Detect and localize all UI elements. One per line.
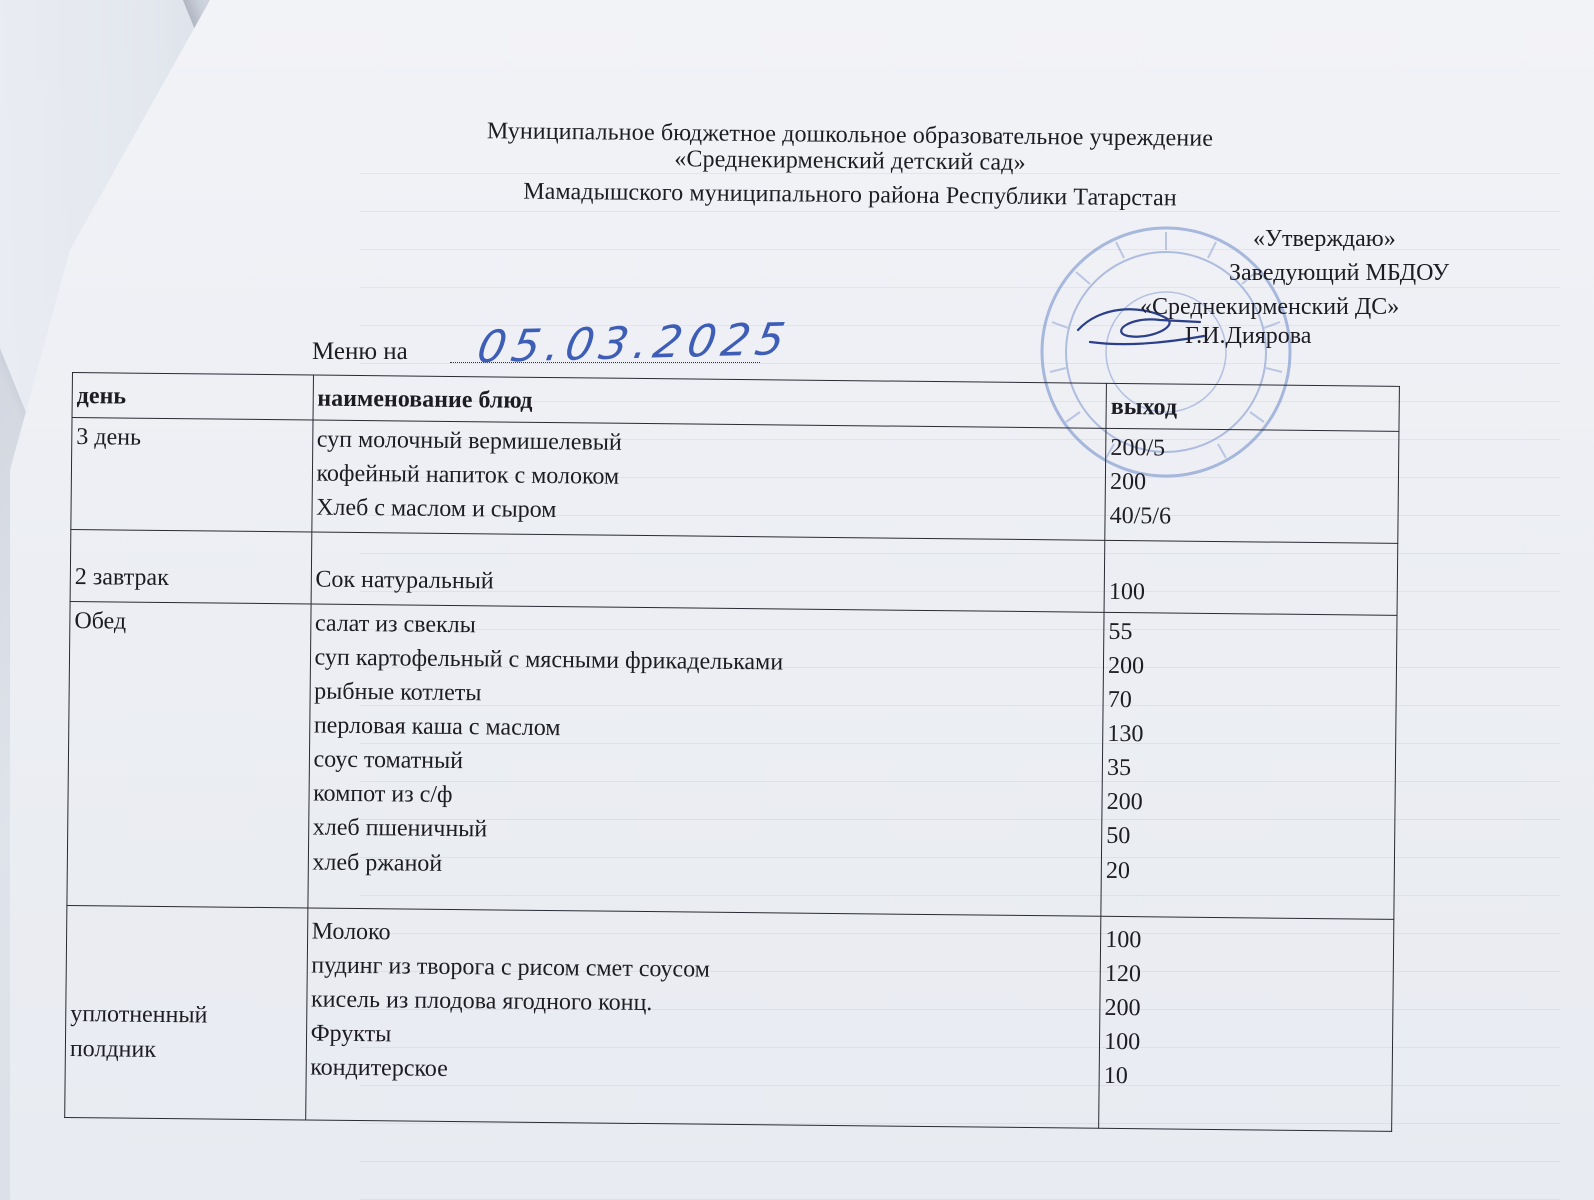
table-row — [71, 418, 1399, 544]
menu-table-grid — [64, 372, 1400, 1132]
yield-item: 50 — [1106, 823, 1131, 850]
yield-item: 10 — [1103, 1063, 1128, 1090]
yield-item: 35 — [1106, 755, 1132, 782]
dish-item: суп молочный вермишелевый — [316, 426, 622, 456]
yield-item: 200 — [1107, 652, 1145, 680]
dish-item: суп картофельный с мясными фрикадельками — [314, 644, 784, 676]
approval-org: «Среднекирменский ДС» — [1140, 294, 1400, 320]
day-label: 3 день — [71, 418, 313, 533]
day-label: Обед — [67, 601, 311, 908]
yield-item: 130 — [1107, 721, 1144, 748]
yield-item: 200/5 — [1110, 434, 1166, 462]
dish-item: кисель из плодова ягодного конц. — [310, 986, 653, 1017]
header-yield: выход — [1106, 383, 1399, 431]
dish-item: Молоко — [311, 918, 391, 946]
org-name-line2: «Среднекирменский детский сад» — [674, 146, 1026, 176]
handwritten-date: 05.03.2025 — [473, 313, 795, 374]
yield-item: 100 — [1105, 926, 1142, 954]
header-dish: наименование блюд — [313, 375, 1107, 428]
yield-item: 200 — [1106, 789, 1143, 816]
dish-item: рыбные котлеты — [314, 678, 482, 707]
table-row — [70, 529, 1398, 615]
yield-item: 20 — [1105, 857, 1131, 884]
dish-item: перловая каша с маслом — [313, 712, 561, 742]
approval-position: Заведующий МБДОУ — [1229, 260, 1450, 286]
yield-list — [1099, 916, 1394, 1131]
dish-list — [311, 420, 1106, 540]
yield-item: 100 — [1108, 578, 1146, 606]
dish-item: компот из с/ф — [313, 780, 453, 809]
yield-item: 55 — [1108, 618, 1133, 646]
dish-item: кофейный напиток с молоком — [316, 460, 620, 490]
dish-item: Сок натуральный — [315, 566, 494, 595]
yield-item: 120 — [1104, 960, 1142, 988]
approval-approve: «Утверждаю» — [1253, 226, 1396, 252]
table-row — [67, 601, 1397, 919]
dish-item: хлеб ржаной — [312, 849, 443, 877]
dish-item: салат из свеклы — [314, 610, 476, 639]
day-label: 2 завтрак — [70, 529, 311, 604]
yield-item: 70 — [1107, 687, 1132, 714]
dish-item: пудинг из творога с рисом смет соусом — [311, 952, 711, 983]
dish-item: соус томатный — [313, 746, 464, 775]
approval-signer: Г.И.Диярова — [1185, 323, 1312, 349]
dish-list — [311, 532, 1105, 612]
org-name-line3: Мамадышского муниципального района Республики Татарстан — [523, 178, 1177, 212]
yield-list — [1104, 540, 1398, 615]
dish-list — [307, 604, 1104, 916]
table-row — [65, 905, 1394, 1131]
menu-title: Меню на — [312, 338, 408, 365]
org-name-line1: Муниципальное бюджетное дошкольное образовательное учреждение — [486, 118, 1214, 152]
header-day: день — [72, 373, 313, 421]
yield-list — [1105, 428, 1399, 543]
yield-list — [1101, 612, 1397, 919]
dish-item: хлеб пшеничный — [312, 815, 488, 843]
yield-item: 200 — [1109, 468, 1147, 496]
day-label: уплотненный полдник — [65, 905, 308, 1120]
dish-item: кондитерское — [310, 1054, 448, 1083]
menu-table — [64, 372, 1400, 1132]
yield-item: 40/5/6 — [1109, 503, 1172, 530]
yield-item: 100 — [1104, 1029, 1141, 1056]
yield-item: 200 — [1104, 995, 1141, 1022]
dish-item: Фрукты — [310, 1020, 392, 1048]
dish-item: Хлеб с маслом и сыром — [316, 494, 557, 524]
dish-list — [305, 908, 1101, 1128]
